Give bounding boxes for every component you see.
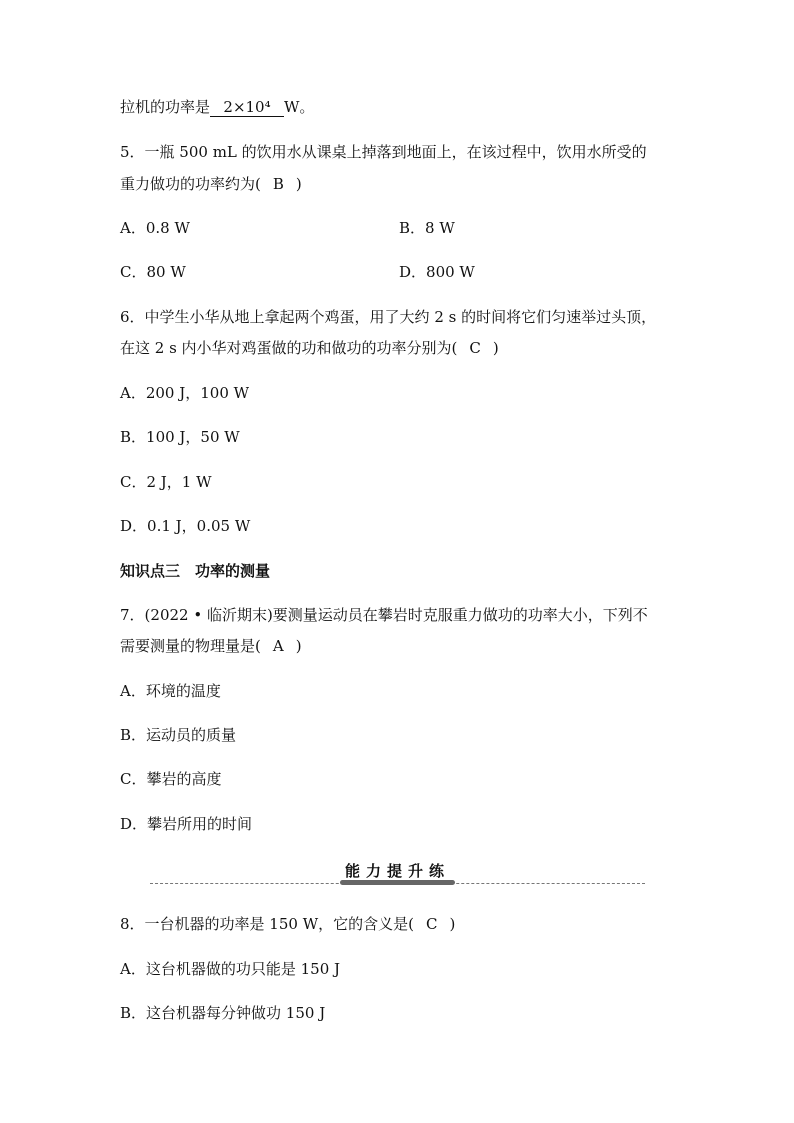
q8-stem-text: 8．一台机器的功率是 150 W，它的含义是( xyxy=(120,915,414,933)
q5-option-c: C．80 W xyxy=(120,263,186,281)
q4-answer-blank: 2×10⁴ xyxy=(210,98,284,117)
q7-stem-text: 需要测量的物理量是( xyxy=(120,637,261,655)
q6-option-b: B．100 J，50 W xyxy=(120,428,240,446)
q5-stem-line-2 xyxy=(120,174,302,194)
q7-option-c: C．攀岩的高度 xyxy=(120,770,222,788)
q5-stem-line-1: 5．一瓶 500 mL 的饮用水从课桌上掉落到地面上，在该过程中，饮用水所受的 xyxy=(120,143,647,161)
q8-option-a: A．这台机器做的功只能是 150 J xyxy=(120,960,341,978)
q6-stem-line-2 xyxy=(120,338,499,358)
divider-title: 能力提升练 xyxy=(344,862,450,880)
q7-stem-line-1: 7．(2022 • 临沂期末)要测量运动员在攀岩时克服重力做功的功率大小，下列不 xyxy=(120,606,648,624)
section-heading: 知识点三 功率的测量 xyxy=(120,562,271,580)
q6-answer: C xyxy=(469,339,481,357)
q5-stem-close: ) xyxy=(295,175,302,193)
q6-stem-line-1: 6．中学生小华从地上拿起两个鸡蛋，用了大约 2 s 的时间将它们匀速举过头顶， xyxy=(120,308,657,326)
q8-option-b: B．这台机器每分钟做功 150 J xyxy=(120,1004,326,1022)
q8-answer: C xyxy=(425,915,438,933)
q6-stem-close: ) xyxy=(492,339,499,357)
q7-option-a: A．环境的温度 xyxy=(120,682,221,700)
q5-option-b: B．8 W xyxy=(399,219,455,237)
q4-tail-line xyxy=(120,97,314,117)
q8-stem-close: ) xyxy=(449,915,456,933)
q6-stem-text: 在这 2 s 内小华对鸡蛋做的功和做功的功率分别为( xyxy=(120,339,458,357)
q4-tail-prefix: 拉机的功率是 xyxy=(120,98,211,116)
section-divider xyxy=(150,858,645,888)
q6-option-a: A．200 J，100 W xyxy=(120,384,250,402)
q7-stem-line-2 xyxy=(120,636,302,656)
q6-option-d: D．0.1 J，0.05 W xyxy=(120,517,251,535)
q7-option-b: B．运动员的质量 xyxy=(120,726,237,744)
q5-option-d: D．800 W xyxy=(399,263,475,281)
q6-option-c: C．2 J，1 W xyxy=(120,473,212,491)
q5-option-a: A．0.8 W xyxy=(120,219,190,237)
q7-stem-close: ) xyxy=(295,637,302,655)
q4-tail-suffix: W。 xyxy=(284,98,315,116)
q8-stem-line xyxy=(120,914,455,934)
q7-option-d: D．攀岩所用的时间 xyxy=(120,815,253,833)
q5-stem-text: 重力做功的功率约为( xyxy=(120,175,261,193)
q7-answer: A xyxy=(272,637,284,655)
q5-answer: B xyxy=(272,175,284,193)
